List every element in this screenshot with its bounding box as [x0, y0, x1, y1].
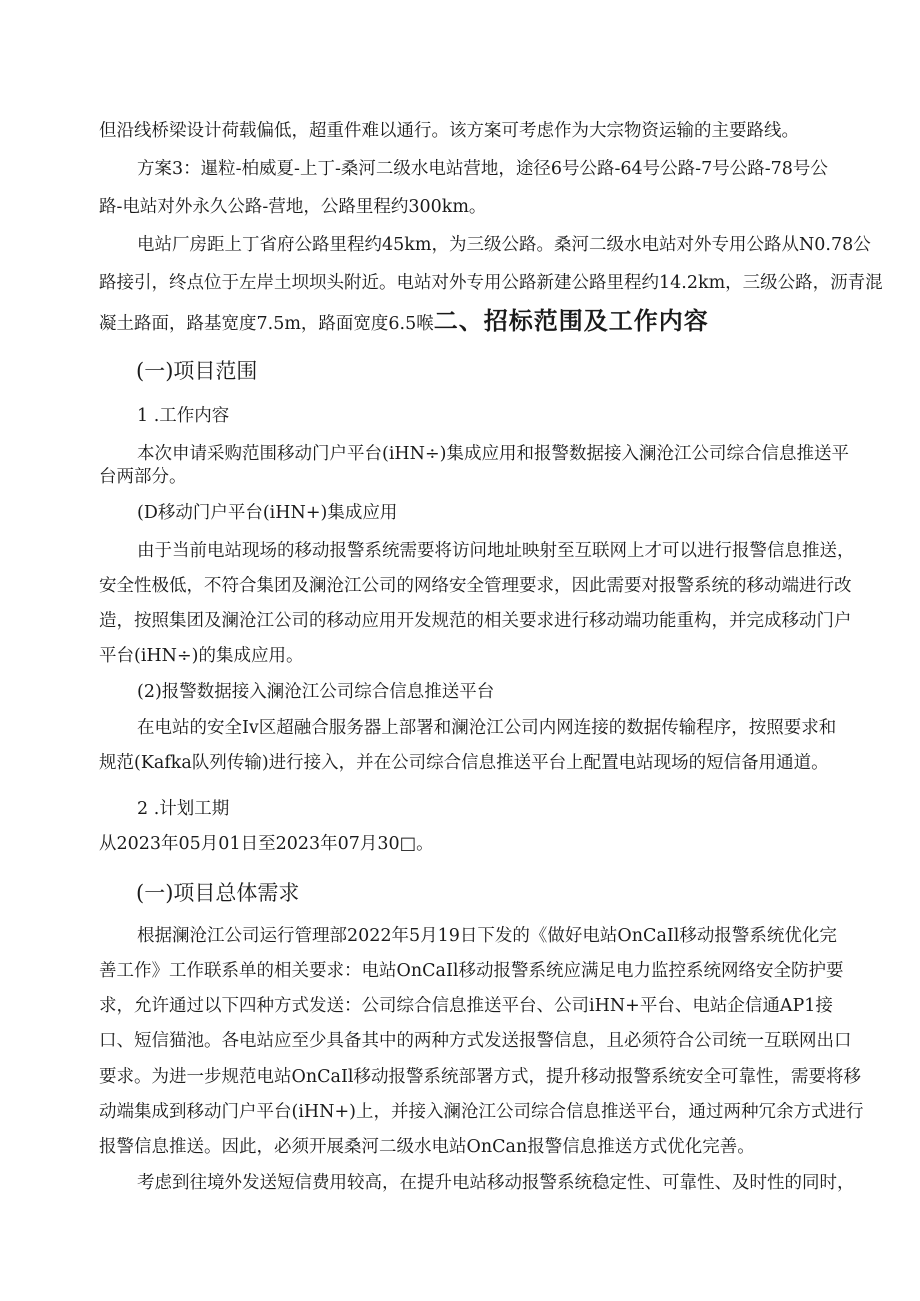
paragraph-line: 在电站的安全Iv区超融合服务器上部署和澜沧江公司内网连接的数据传输程序，按照要求和: [137, 718, 837, 738]
subsection-heading: (一)项目总体需求: [136, 881, 300, 905]
paragraph-line: 规范(Kafka队列传输)进行接入，并在公司综合信息推送平台上配置电站现场的短信备用通道。: [99, 753, 829, 773]
paragraph-line: 求，允许通过以下四种方式发送：公司综合信息推送平台、公司iHN+平台、电站企信通AP1接: [99, 996, 833, 1016]
paragraph-line: 口、短信猫池。各电站应至少具备其中的两种方式发送报警信息，且必须符合公司统一互联网出口: [99, 1031, 852, 1051]
paragraph-line: 安全性极低，不符合集团及澜沧江公司的网络安全管理要求，因此需要对报警系统的移动端进行改: [99, 576, 852, 596]
paragraph-line: 动端集成到移动门户平台(iHN+)上，并接入澜沧江公司综合信息推送平台，通过两种冗余方式进行: [99, 1102, 864, 1122]
paragraph-line: 本次申请采购范围移动门户平台(iHN÷)集成应用和报警数据接入澜沧江公司综合信息推送平: [137, 444, 849, 464]
list-heading: 1 .工作内容: [137, 406, 230, 426]
paragraph-line: 报警信息推送。因此，必须开展桑河二级水电站OnCan报警信息推送方式优化完善。: [99, 1137, 755, 1157]
paragraph-line: 但沿线桥梁设计荷载偏低，超重件难以通行。该方案可考虑作为大宗物资运输的主要路线。: [99, 121, 799, 141]
list-heading: 2 .计划工期: [137, 799, 230, 819]
paragraph-line: 台两部分。: [99, 467, 187, 487]
paragraph-line: 电站厂房距上丁省府公路里程约45km，为三级公路。桑河二级水电站对外专用公路从N0.78公: [137, 235, 871, 255]
paragraph-line: 善工作》工作联系单的相关要求：电站OnCaIl移动报警系统应满足电力监控系统网络安全防护要: [99, 961, 844, 981]
paragraph-line: 考虑到往境外发送短信费用较高，在提升电站移动报警系统稳定性、可靠性、及时性的同时，: [137, 1173, 855, 1193]
list-item-heading: (D移动门户平台(iHN+)集成应用: [137, 503, 398, 523]
section-heading: 二、招标范围及工作内容: [433, 307, 709, 335]
subsection-heading: (一)项目范围: [136, 359, 258, 383]
paragraph-line: 由于当前电站现场的移动报警系统需要将访问地址映射至互联网上才可以进行报警信息推送，: [137, 541, 855, 561]
paragraph-line: 路-电站对外永久公路-营地，公路里程约300km。: [99, 197, 487, 217]
list-item-heading: (2)报警数据接入澜沧江公司综合信息推送平台: [137, 682, 495, 702]
paragraph-line: 造，按照集团及澜沧江公司的移动应用开发规范的相关要求进行移动端功能重构，并完成移动门户: [99, 611, 852, 631]
paragraph-line: 方案3：暹粒-柏威夏-上丁-桑河二级水电站营地，途径6号公路-64号公路-7号公路-78号公: [137, 159, 828, 179]
paragraph-line-with-heading: [99, 307, 709, 335]
paragraph-line: 路接引，终点位于左岸土坝坝头附近。电站对外专用公路新建公路里程约14.2km，三级公路，沥青混: [99, 273, 883, 293]
paragraph-line: 平台(iHN÷)的集成应用。: [99, 646, 304, 666]
paragraph-fragment: 凝土路面，路基宽度7.5m，路面宽度6.5喉: [99, 314, 434, 334]
paragraph-line: 根据澜沧江公司运行管理部2022年5月19日下发的《做好电站OnCaIl移动报警系统优化完: [137, 926, 837, 946]
paragraph-line: 要求。为进一步规范电站OnCaIl移动报警系统部署方式，提升移动报警系统安全可靠性，需要将移: [99, 1067, 861, 1087]
paragraph-line: 从2023年05月01日至2023年07月30□。: [99, 834, 434, 854]
